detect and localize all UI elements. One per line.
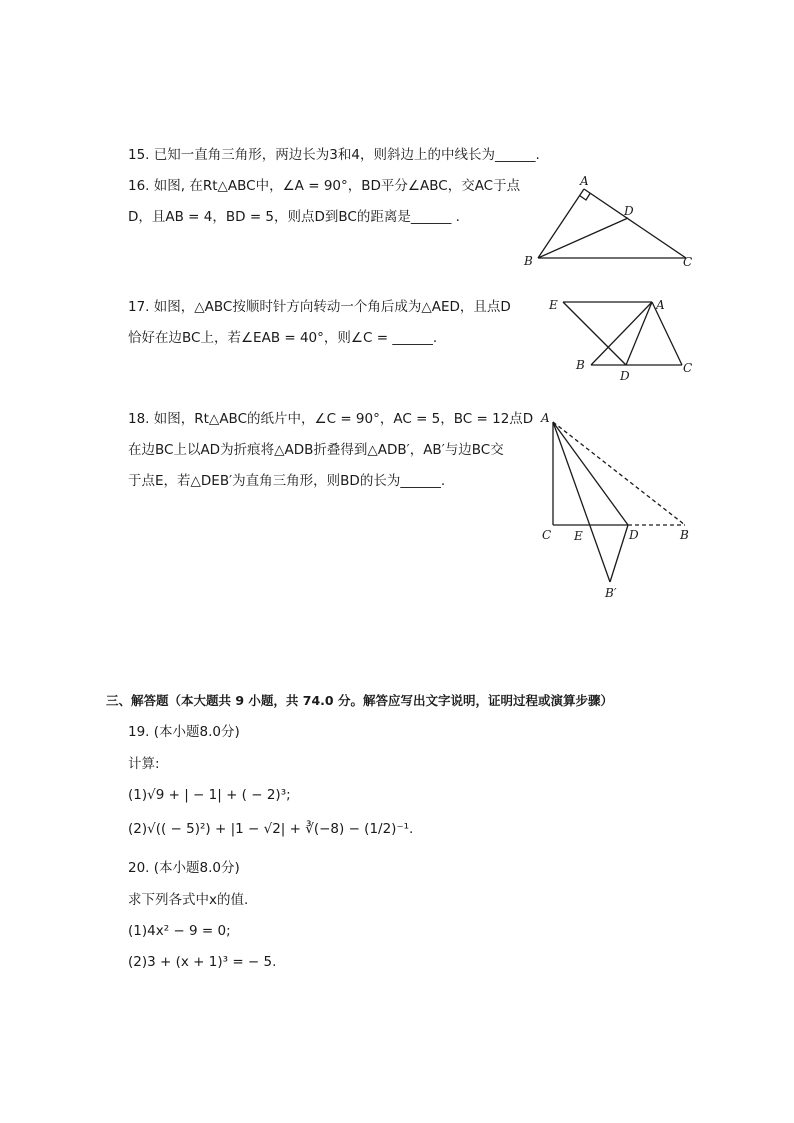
q18-segment-ad xyxy=(553,422,628,525)
q18-label-e: E xyxy=(574,529,583,543)
q18-segment-ab-prime xyxy=(553,422,610,582)
q16-segment-ac xyxy=(584,189,686,258)
q17-label-e: E xyxy=(549,298,558,312)
q18-segment-db-prime xyxy=(610,525,628,582)
q18-label-b: B xyxy=(680,528,689,542)
q18-label-a: A xyxy=(541,411,550,425)
q17-segment-ab xyxy=(591,302,652,365)
question-16-line-2: D，且AB = 4，BD = 5，则点D到BC的距离是______ . xyxy=(128,209,460,225)
q17-label-b: B xyxy=(576,358,585,372)
question-16-figure xyxy=(520,172,700,272)
question-19-prompt: 计算: xyxy=(128,756,160,772)
q17-segment-ed xyxy=(563,302,626,365)
question-17-line-2: 恰好在边BC上，若∠EAB = 40°，则∠C = ______. xyxy=(128,330,438,346)
question-18-line-2: 在边BC上以AD为折痕将△ADB折叠得到△ADB′，AB′与边BC交 xyxy=(128,442,504,458)
question-16-line-1: 16. 如图, 在Rt△ABC中，∠A = 90°，BD平分∠ABC，交AC于点 xyxy=(128,178,521,194)
question-20-title: 20. (本小题8.0分) xyxy=(128,860,240,876)
question-20-part-1: (1)4x² − 9 = 0; xyxy=(128,923,231,939)
question-20-prompt: 求下列各式中x的值. xyxy=(128,892,249,908)
q16-label-a: A xyxy=(580,174,589,188)
q18-label-b-prime: B′ xyxy=(605,586,617,600)
question-18-figure xyxy=(535,404,705,604)
q18-dashed-segment-ab xyxy=(553,422,685,525)
q18-label-d: D xyxy=(629,528,639,542)
q16-label-b: B xyxy=(524,254,533,268)
section-3-heading: 三、解答题（本大题共 9 小题，共 74.0 分。解答应写出文字说明，证明过程或演算步骤） xyxy=(106,693,613,708)
question-19-part-2: (2)√(( − 5)²) + |1 − √2| + ∛(−8) − (1/2)⁻¹. xyxy=(128,821,414,837)
q17-label-c: C xyxy=(683,361,693,375)
question-15-text: 15. 已知一直角三角形，两边长为3和4，则斜边上的中线长为______. xyxy=(128,147,540,163)
question-18-line-3: 于点E，若△DEB′为直角三角形，则BD的长为______. xyxy=(128,473,446,489)
question-17-figure xyxy=(540,294,700,384)
question-20-part-2: (2)3 + (x + 1)³ = − 5. xyxy=(128,954,277,970)
question-17-line-1: 17. 如图，△ABC按顺时针方向转动一个角后成为△AED，且点D xyxy=(128,299,511,315)
q17-label-d: D xyxy=(620,369,630,383)
q17-segment-ad xyxy=(626,302,652,365)
question-19-part-1: (1)√9 + | − 1| + ( − 2)³; xyxy=(128,787,291,803)
q16-label-c: C xyxy=(683,255,693,269)
question-19-title: 19. (本小题8.0分) xyxy=(128,724,240,740)
q16-label-d: D xyxy=(624,204,634,218)
question-18-line-1: 18. 如图，Rt△ABC的纸片中，∠C = 90°，AC = 5，BC = 12点D xyxy=(128,411,534,427)
q18-label-c: C xyxy=(542,528,552,542)
q17-label-a: A xyxy=(656,298,665,312)
